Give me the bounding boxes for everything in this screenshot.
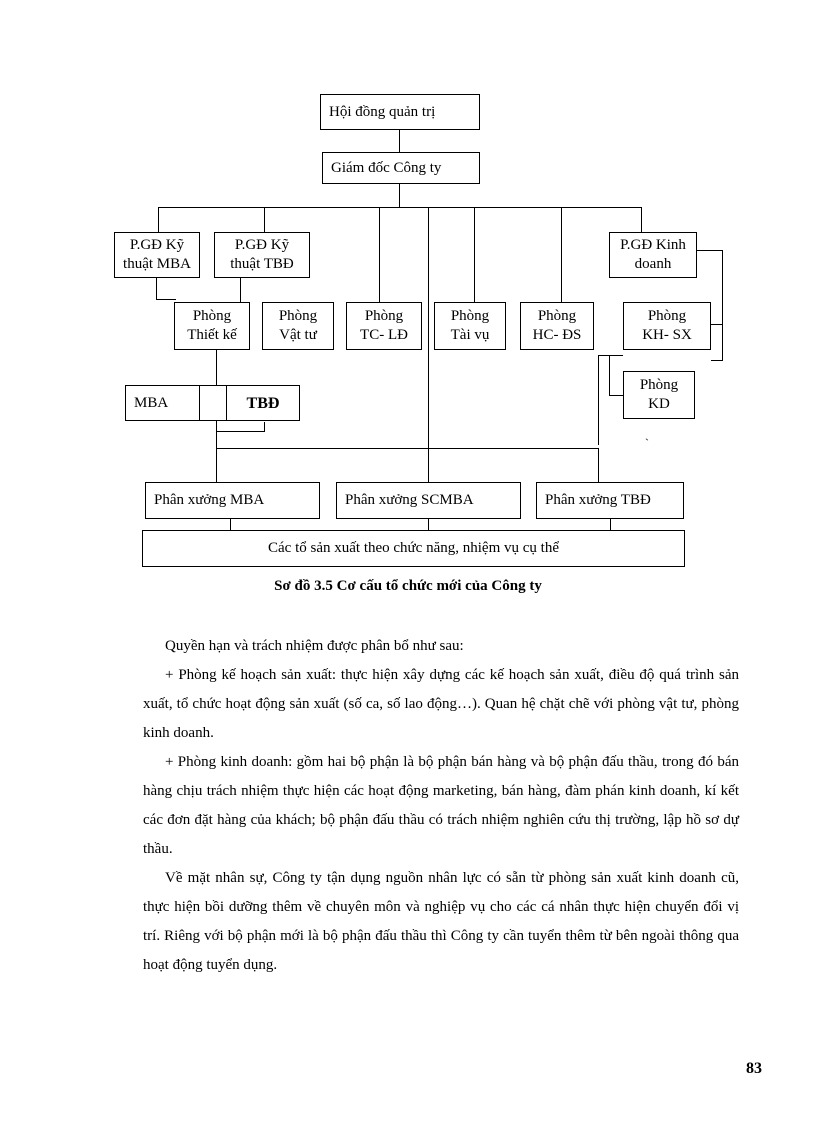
board-box xyxy=(320,94,480,130)
finance-dept-label: Phòng Tài vụ xyxy=(450,308,490,343)
planning-dept-box xyxy=(623,302,711,350)
connector xyxy=(428,519,429,530)
design-dept-box xyxy=(174,302,250,350)
connector xyxy=(711,360,723,361)
director-label: Giám đốc Công ty xyxy=(331,159,442,176)
materials-dept-label: Phòng Vật tư xyxy=(278,308,318,343)
connector xyxy=(598,355,623,356)
vp-tbd-box xyxy=(214,232,310,278)
sales-dept-label: Phòng KD xyxy=(639,377,679,412)
workshop-mba-label: Phân xưởng MBA xyxy=(154,492,265,508)
workshop-scmba-label: Phân xưởng SCMBA xyxy=(345,492,474,508)
paragraph: + Phòng kế hoạch sản xuất: thực hiện xây dựng các kế hoạch sản xuất, điều độ quá trình sản xuất, tổ chức hoạt động sản xuất (số ca, số lao động…). Quan hệ chặt chẽ với phòng vật tư, phòng kinh doanh. xyxy=(143,667,739,741)
workshop-mba-box xyxy=(145,482,320,519)
connector xyxy=(216,420,217,482)
planning-dept-label: Phòng KH- SX xyxy=(642,308,692,343)
connector xyxy=(561,207,562,302)
connector xyxy=(609,355,610,396)
connector xyxy=(230,519,231,530)
connector xyxy=(156,299,176,300)
connector xyxy=(399,184,400,208)
workshop-scmba-box xyxy=(336,482,521,519)
connector xyxy=(240,278,241,302)
figure-caption: Sơ đồ 3.5 Cơ cấu tổ chức mới của Công ty xyxy=(274,578,542,594)
connector xyxy=(264,207,265,232)
connector xyxy=(200,385,226,386)
paragraph: + Phòng kinh doanh: gồm hai bộ phận là bộ phận bán hàng và bộ phận đấu thầu, trong đó bán hàng chịu trách nhiệm thực hiện các hoạt động marketing, bán hàng, đàm phán kinh doanh, kí kết các đơn đặt hàng của khách; bộ phận đấu thầu có trách nhiệm nghiên cứu thị trường, lập hồ sơ dự thầu. xyxy=(143,754,739,857)
hc-ds-dept-label: Phòng HC- ĐS xyxy=(532,308,582,343)
materials-dept-box xyxy=(262,302,334,350)
connector xyxy=(158,207,159,232)
hc-ds-dept-box xyxy=(520,302,594,350)
unit-tbd-box xyxy=(226,385,300,421)
connector xyxy=(216,350,217,386)
connector xyxy=(598,448,599,482)
vp-mba-box xyxy=(114,232,200,278)
paragraph: Quyền hạn và trách nhiệm được phân bổ như sau: xyxy=(165,638,464,654)
director-box xyxy=(322,152,480,184)
production-teams-label: Các tổ sản xuất theo chức năng, nhiệm vụ cụ thể xyxy=(268,540,559,556)
vp-tbd-label: P.GĐ Kỹ thuật TBĐ xyxy=(230,237,294,272)
connector xyxy=(379,207,380,302)
connector xyxy=(158,207,641,208)
page-number: 83 xyxy=(746,1060,762,1077)
connector xyxy=(610,519,611,530)
vp-business-box xyxy=(609,232,697,278)
connector xyxy=(609,395,623,396)
connector xyxy=(156,278,157,300)
connector xyxy=(399,130,400,152)
tc-ld-dept-box xyxy=(346,302,422,350)
body-text xyxy=(143,632,739,980)
design-dept-label: Phòng Thiết kế xyxy=(187,308,237,343)
connector xyxy=(598,355,599,445)
unit-mba-label: MBA xyxy=(134,394,169,411)
workshop-tbd-label: Phân xưởng TBĐ xyxy=(545,492,651,508)
vp-business-label: P.GĐ Kinh doanh xyxy=(620,237,686,272)
sales-dept-box xyxy=(623,371,695,419)
finance-dept-box xyxy=(434,302,506,350)
connector xyxy=(216,448,599,449)
connector xyxy=(722,250,723,361)
unit-tbd-label: TBĐ xyxy=(246,394,280,412)
connector xyxy=(697,250,722,251)
unit-mba-box xyxy=(125,385,200,421)
paragraph: Về mặt nhân sự, Công ty tận dụng nguồn nhân lực có sẵn từ phòng sản xuất kinh doanh cũ, thực hiện bồi dưỡng thêm về chuyên môn và nghiệp vụ cho các cá nhân thực hiện chuyển đổi vị trí. Riêng với bộ phận mới là bộ phận đấu thầu thì Công ty cần tuyển thêm từ bên ngoài thông qua hoạt động tuyển dụng. xyxy=(143,870,739,973)
connector xyxy=(216,431,265,432)
connector xyxy=(711,324,723,325)
connector xyxy=(428,207,429,482)
workshop-tbd-box xyxy=(536,482,684,519)
board-label: Hội đồng quản trị xyxy=(329,103,436,120)
connector xyxy=(641,207,642,232)
tc-ld-dept-label: Phòng TC- LĐ xyxy=(360,308,408,343)
connector xyxy=(200,420,226,421)
production-teams-box xyxy=(142,530,685,567)
stray-mark: ` xyxy=(645,436,649,450)
vp-mba-label: P.GĐ Kỹ thuật MBA xyxy=(123,237,191,272)
connector xyxy=(474,207,475,302)
